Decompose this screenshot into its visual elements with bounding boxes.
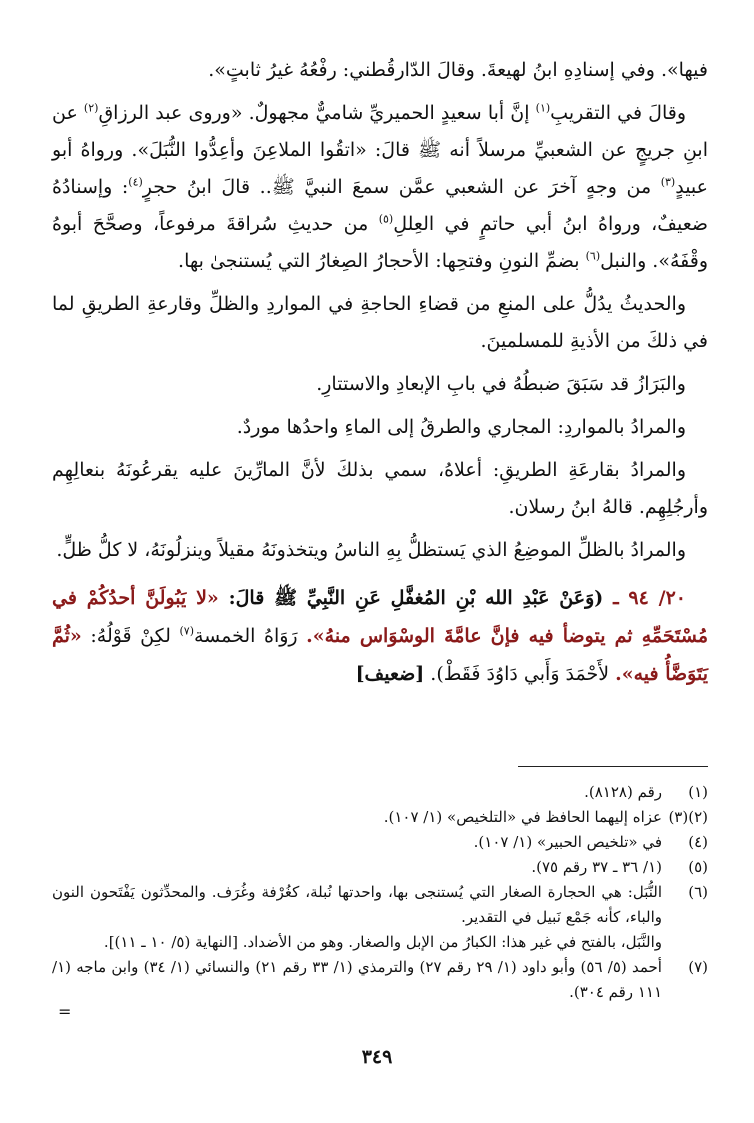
footnote-number: (٢)(٣) xyxy=(668,808,708,826)
hadith-quote-2: «ثُمَّ يَتَوَضَّأُ فيه». xyxy=(52,625,708,685)
footnotes xyxy=(52,780,708,1005)
footnote-separator xyxy=(518,766,708,767)
paragraph-5-text: والمرادُ بالمواردِ: المجاري والطرقُ إلى الماءِ واحدُها موردٌ. xyxy=(236,416,686,438)
p2-text-a: وقالَ في التقريبِ xyxy=(550,102,686,124)
footnote-1 xyxy=(52,780,708,805)
footnote-text: عزاه إليهما الحافظ في «التلخيص» (١/ ١٠٧). xyxy=(383,808,662,826)
p2-text-f: من حديثِ سُراقةَ مرفوعاً، وصحَّحَ أبوهُ وقْفَهُ». والنبل xyxy=(52,213,708,272)
footnote-text: والنَّبَل، بالفتح في غير هذا: الكبارُ من الإبل والصغار. وهو من الأضداد. [النهاية (٥/ ١٠ ـ ١١)]. xyxy=(103,933,662,951)
hadith-block xyxy=(52,579,708,693)
paragraph-6-text: والمرادُ بقارعَةِ الطريقِ: أعلاهُ، سمي بذلكَ لأنَّ المارِّينَ عليه يقرعُونَهُ بنعالِهِم وأرجُلِهِم. قالهُ ابنُ رسلان. xyxy=(52,459,708,518)
continuation-mark: = xyxy=(58,1002,72,1021)
footnote-marker-7[interactable]: (٧) xyxy=(179,624,194,638)
footnote-number: (٦) xyxy=(688,883,708,901)
footnote-number: (٥) xyxy=(688,858,708,876)
p2-text-e: : وإسنادُهُ ضعيفٌ، ورواهُ ابنُ أبي حاتمٍ في العِللِ xyxy=(52,176,708,235)
footnote-marker-5[interactable]: (٥) xyxy=(378,212,394,226)
footnote-marker-1[interactable]: (١) xyxy=(535,101,551,115)
p2-text-d: من وجهٍ آخرَ عن الشعبي عمَّن سمعَ النبيَّ ﷺ.. قالَ ابنُ حجرٍ xyxy=(142,176,661,198)
footnote-marker-2[interactable]: (٢) xyxy=(83,101,99,115)
hadith-narration: رَوَاهُ الخمسة xyxy=(194,625,307,647)
hadith-tail: لأَحْمَدَ وَأَبي دَاوُدَ فَقَطْ). xyxy=(424,663,616,685)
page-body xyxy=(52,52,708,712)
hadith-text: «لا يَبُولَنَّ أحدُكُمْ في مُسْتَحَمِّهِ ثم يتوضأ فيه فإنَّ عامَّةَ الوسْوَاس منهُ». xyxy=(52,587,708,647)
footnote-number: (١) xyxy=(688,783,708,801)
paragraph-5 xyxy=(52,409,708,446)
footnote-text: (١/ ٣٦ ـ ٣٧ رقم ٧٥). xyxy=(531,858,662,876)
footnote-text: النُّبَل: هي الحجارة الصغار التي يُستنجى بها، واحدتها نُبلة، كغُرْفة وغُرَف. والمحدِّثون يَفْتَحون النون والباء، كأنه جَمْع نَبيل في التقدير. xyxy=(52,883,662,926)
paragraph-3-text: والحديثُ يدُلُّ على المنعِ من قضاءِ الحاجةِ في المواردِ والظلِّ وقارعةِ الطريقِ لما في ذلكَ من الأذيةِ للمسلمينَ. xyxy=(52,293,708,352)
footnote-4 xyxy=(52,830,708,855)
footnote-6-continued xyxy=(52,930,708,955)
footnote-5 xyxy=(52,855,708,880)
p2-text-g: بضمِّ النونِ وفتحِها: الأحجارُ الصِغارُ التي يُستنجىٰ بها. xyxy=(178,250,586,272)
paragraph-7-text: والمرادُ بالظلِّ الموضِعُ الذي يَستظلُّ بِهِ الناسُ ويتخذونَهُ مقيلاً وينزلُونَهُ، لا كلُّ ظلٍّ. xyxy=(56,539,686,561)
paragraph-1 xyxy=(52,52,708,89)
footnote-text: رقم (٨١٢٨). xyxy=(584,783,662,801)
footnote-number: (٤) xyxy=(688,833,708,851)
footnote-text: في «تلخيص الحبير» (١/ ١٠٧). xyxy=(473,833,662,851)
footnote-marker-4[interactable]: (٤) xyxy=(128,175,143,189)
footnote-text: أحمد (٥/ ٥٦) وأبو داود (١/ ٢٩ رقم ٢٧) والترمذي (١/ ٣٣ رقم ٢١) والنسائي (١/ ٣٤) وابن ماجه (١/ ١١١ رقم ٣٠٤). xyxy=(52,958,662,1001)
footnote-7 xyxy=(52,955,708,1005)
footnote-2-3 xyxy=(52,805,708,830)
paragraph-2 xyxy=(52,95,708,280)
p2-text-b: إنَّ أبا سعيدٍ الحميريِّ شاميٌّ مجهولٌ. «وروى عبد الرزاقِ xyxy=(98,102,536,124)
hadith-grade: [ضعيف] xyxy=(355,663,425,685)
paragraph-4-text: والبَرَازُ قد سَبَقَ ضبطُهُ في بابِ الإبعادِ والاستتارِ. xyxy=(316,373,686,395)
paragraph-1-text: فيها». وفي إسنادِهِ ابنُ لهيعةَ. وقالَ الدّارقُطني: رفْعُهُ غيرُ ثابتٍ». xyxy=(208,59,708,81)
hadith-intro: (وَعَنْ عَبْدِ الله بْنِ المُغفَّلِ عَنِ النَّبِيِّ ﷺ قالَ: xyxy=(218,587,614,609)
paragraph-3 xyxy=(52,286,708,360)
footnote-number: (٧) xyxy=(688,958,708,976)
hadith-after: لكِنْ قَوْلُهُ: xyxy=(81,625,180,647)
paragraph-6 xyxy=(52,452,708,526)
footnote-marker-6[interactable]: (٦) xyxy=(585,249,601,263)
hadith-number: ٢٠/ ٩٤ ـ xyxy=(613,587,686,609)
page-number: ٣٤٩ xyxy=(361,1046,393,1068)
paragraph-7 xyxy=(52,532,708,569)
footnote-6 xyxy=(52,880,708,930)
p2-text-c: عن ابنِ جريجٍ عن الشعبيِّ مرسلاً أنه ﷺ قالَ: «اتقُوا الملاعِنَ وأعِدُّوا النُّبَلَ». ورواهُ أبو عبيدٍ xyxy=(52,102,708,198)
paragraph-4 xyxy=(52,366,708,403)
footnote-marker-3[interactable]: (٣) xyxy=(660,175,676,189)
